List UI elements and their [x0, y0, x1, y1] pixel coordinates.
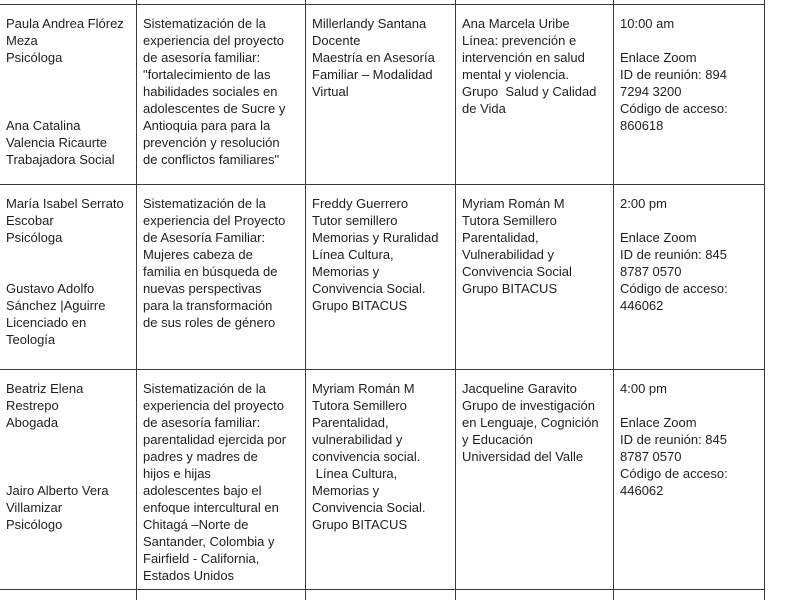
cell-text-line: Sánchez |Aguirre — [6, 298, 106, 313]
cell-text-line: Millerlandy Santana — [312, 16, 427, 31]
cell-text-line — [6, 263, 133, 280]
cell-text-line: Myriam Román M — [462, 196, 565, 211]
table-cell-project-title — [137, 370, 306, 590]
cell-text-line: en Lenguaje, Cognición — [462, 415, 599, 430]
cell-text-line: Mujeres cabeza de — [143, 247, 253, 262]
cell-text-line: experiencia del proyecto — [143, 33, 284, 48]
cell-text-line — [6, 83, 133, 100]
cell-text-line: Meza — [6, 33, 38, 48]
cell-text-line: Parentalidad, — [462, 230, 539, 245]
cell-text-line: hijos e hijas — [143, 466, 211, 481]
cell-text-line: Jacqueline Garavito — [462, 381, 577, 396]
cell-text-line: Docente — [312, 33, 361, 48]
cell-text-line — [6, 431, 133, 448]
cell-text-line: Licenciado en — [6, 315, 87, 330]
cell-text-line: Santander, Colombia y — [143, 534, 275, 549]
table-cell-schedule — [614, 5, 765, 185]
cell-text-line: Villamizar — [6, 500, 63, 515]
cell-text-line: "fortalecimiento de las — [143, 67, 271, 82]
cell-text-line: Sistematización de la — [143, 196, 266, 211]
column-border-stub — [764, 589, 765, 600]
cell-text-line — [6, 100, 133, 117]
cell-text-line: Freddy Guerrero — [312, 196, 409, 211]
cell-text-line: padres y madres de — [143, 449, 258, 464]
cell-text-line: Beatriz Elena — [6, 381, 84, 396]
table-cell-tutor — [306, 5, 456, 185]
cell-text-line — [6, 448, 133, 465]
cell-text-line: Convivencia Social — [462, 264, 572, 279]
cell-text-line: Antioquia para para la — [143, 118, 271, 133]
table-cell-tutor — [306, 185, 456, 370]
cell-text-line: 2:00 pm — [620, 196, 667, 211]
cell-text-line: Enlace Zoom — [620, 50, 697, 65]
column-border-stub — [455, 589, 456, 600]
table-cell-presenters — [0, 5, 137, 185]
cell-text-line: ID de reunión: 894 — [620, 67, 727, 82]
cell-text-line: 860618 — [620, 118, 664, 133]
cell-text-line: de asesoría familiar: — [143, 50, 261, 65]
cell-text-line: Fairfield - California, — [143, 551, 260, 566]
cell-text-line: ID de reunión: 845 — [620, 247, 727, 262]
cell-text-line: Convivencia Social. — [312, 281, 426, 296]
cell-text-line: 10:00 am — [620, 16, 675, 31]
cell-text-line: Memorias y — [312, 264, 380, 279]
column-border-stub — [613, 589, 614, 600]
cell-text-line: vulnerabilidad y — [312, 432, 403, 447]
cell-text-line: 446062 — [620, 298, 664, 313]
cell-text-line: Línea: prevención e — [462, 33, 577, 48]
cell-text-line: Grupo BITACUS — [462, 281, 558, 296]
cell-text-line: convivencia social. — [312, 449, 421, 464]
cell-text-line: Línea Cultura, — [312, 466, 398, 481]
cell-text-line: Restrepo — [6, 398, 59, 413]
column-border-stub — [136, 589, 137, 600]
column-border-stub — [305, 589, 306, 600]
cell-text-line: Grupo BITACUS — [312, 517, 408, 532]
table-cell-schedule — [614, 370, 765, 590]
cell-text-line: de conflictos familiares" — [143, 152, 280, 167]
table-cell-evaluator — [456, 5, 614, 185]
cell-text-line: 4:00 pm — [620, 381, 667, 396]
schedule-table — [0, 4, 765, 590]
cell-text-line: Maestría en Asesoría — [312, 50, 435, 65]
cell-text-line: intervención en salud — [462, 50, 585, 65]
cell-text-line: Código de acceso: — [620, 101, 728, 116]
cell-text-line: Jairo Alberto Vera — [6, 483, 109, 498]
cell-text-line: Código de acceso: — [620, 281, 728, 296]
table-cell-evaluator — [456, 185, 614, 370]
cell-text-line: adolescentes de Sucre y — [143, 101, 286, 116]
cell-text-line: de sus roles de género — [143, 315, 276, 330]
cell-text-line: nuevas perspectivas — [143, 281, 262, 296]
cell-text-line: Estados Unidos — [143, 568, 235, 583]
cell-text-line: Sistematización de la — [143, 381, 266, 396]
cell-text-line: de asesoría familiar: — [143, 415, 261, 430]
cell-text-line: 8787 0570 — [620, 264, 682, 279]
cell-text-line — [620, 212, 761, 229]
cell-text-line: Vulnerabilidad y — [462, 247, 555, 262]
cell-text-line: prevención y resolución — [143, 135, 280, 150]
cell-text-line: habilidades sociales en — [143, 84, 278, 99]
cell-text-line: de Vida — [462, 101, 506, 116]
cell-text-line: Familiar – Modalidad — [312, 67, 433, 82]
cell-text-line: y Educación — [462, 432, 533, 447]
cell-text-line: experiencia del Proyecto — [143, 213, 286, 228]
cell-text-line: para la transformación — [143, 298, 273, 313]
cell-text-line: de Asesoría Familiar: — [143, 230, 266, 245]
cell-text-line: 446062 — [620, 483, 664, 498]
cell-text-line: Ana Marcela Uribe — [462, 16, 570, 31]
cell-text-line: Memorias y Ruralidad — [312, 230, 439, 245]
cell-text-line: Grupo BITACUS — [312, 298, 408, 313]
cell-text-line: Enlace Zoom — [620, 230, 697, 245]
cell-text-line: adolescentes bajo el — [143, 483, 262, 498]
cell-text-line: Tutora Semillero — [462, 213, 557, 228]
cell-text-line: Abogada — [6, 415, 59, 430]
table-cell-presenters — [0, 185, 137, 370]
table-cell-schedule — [614, 185, 765, 370]
cell-text-line: Gustavo Adolfo — [6, 281, 95, 296]
cell-text-line: Código de acceso: — [620, 466, 728, 481]
cell-text-line: María Isabel Serrato — [6, 196, 124, 211]
cell-text-line — [6, 465, 133, 482]
table-cell-project-title — [137, 185, 306, 370]
cell-text-line: Teología — [6, 332, 56, 347]
cell-text-line: Psicóloga — [6, 50, 63, 65]
cell-text-line: parentalidad ejercida por — [143, 432, 287, 447]
table-cell-evaluator — [456, 370, 614, 590]
cell-text-line: 7294 3200 — [620, 84, 682, 99]
cell-text-line: Psicóloga — [6, 230, 63, 245]
table-cell-presenters — [0, 370, 137, 590]
cell-text-line — [620, 32, 761, 49]
cell-text-line: Memorias y — [312, 483, 380, 498]
cell-text-line: Escobar — [6, 213, 54, 228]
cell-text-line: Parentalidad, — [312, 415, 389, 430]
cell-text-line: Grupo Salud y Calidad — [462, 84, 597, 99]
cell-text-line: Universidad del Valle — [462, 449, 584, 464]
cell-text-line: mental y violencia. — [462, 67, 569, 82]
cell-text-line: Psicólogo — [6, 517, 63, 532]
cell-text-line: experiencia del proyecto — [143, 398, 284, 413]
cell-text-line: Convivencia Social. — [312, 500, 426, 515]
cell-text-line: Virtual — [312, 84, 349, 99]
cell-text-line: 8787 0570 — [620, 449, 682, 464]
cell-text-line: Sistematización de la — [143, 16, 266, 31]
cell-text-line — [6, 246, 133, 263]
cell-text-line: ID de reunión: 845 — [620, 432, 727, 447]
cell-text-line: Paula Andrea Flórez — [6, 16, 124, 31]
cell-text-line: Tutora Semillero — [312, 398, 407, 413]
cell-text-line — [6, 66, 133, 83]
table-cell-project-title — [137, 5, 306, 185]
cell-text-line: familia en búsqueda de — [143, 264, 278, 279]
cell-text-line: Ana Catalina — [6, 118, 81, 133]
cell-text-line: Trabajadora Social — [6, 152, 115, 167]
cell-text-line: Myriam Román M — [312, 381, 415, 396]
table-cell-tutor — [306, 370, 456, 590]
cell-text-line: Chitagá –Norte de — [143, 517, 249, 532]
cell-text-line: Tutor semillero — [312, 213, 398, 228]
cell-text-line: Valencia Ricaurte — [6, 135, 107, 150]
cell-text-line — [620, 397, 761, 414]
cell-text-line: Grupo de investigación — [462, 398, 595, 413]
cell-text-line: enfoque intercultural en — [143, 500, 279, 515]
cell-text-line: Enlace Zoom — [620, 415, 697, 430]
cell-text-line: Línea Cultura, — [312, 247, 394, 262]
